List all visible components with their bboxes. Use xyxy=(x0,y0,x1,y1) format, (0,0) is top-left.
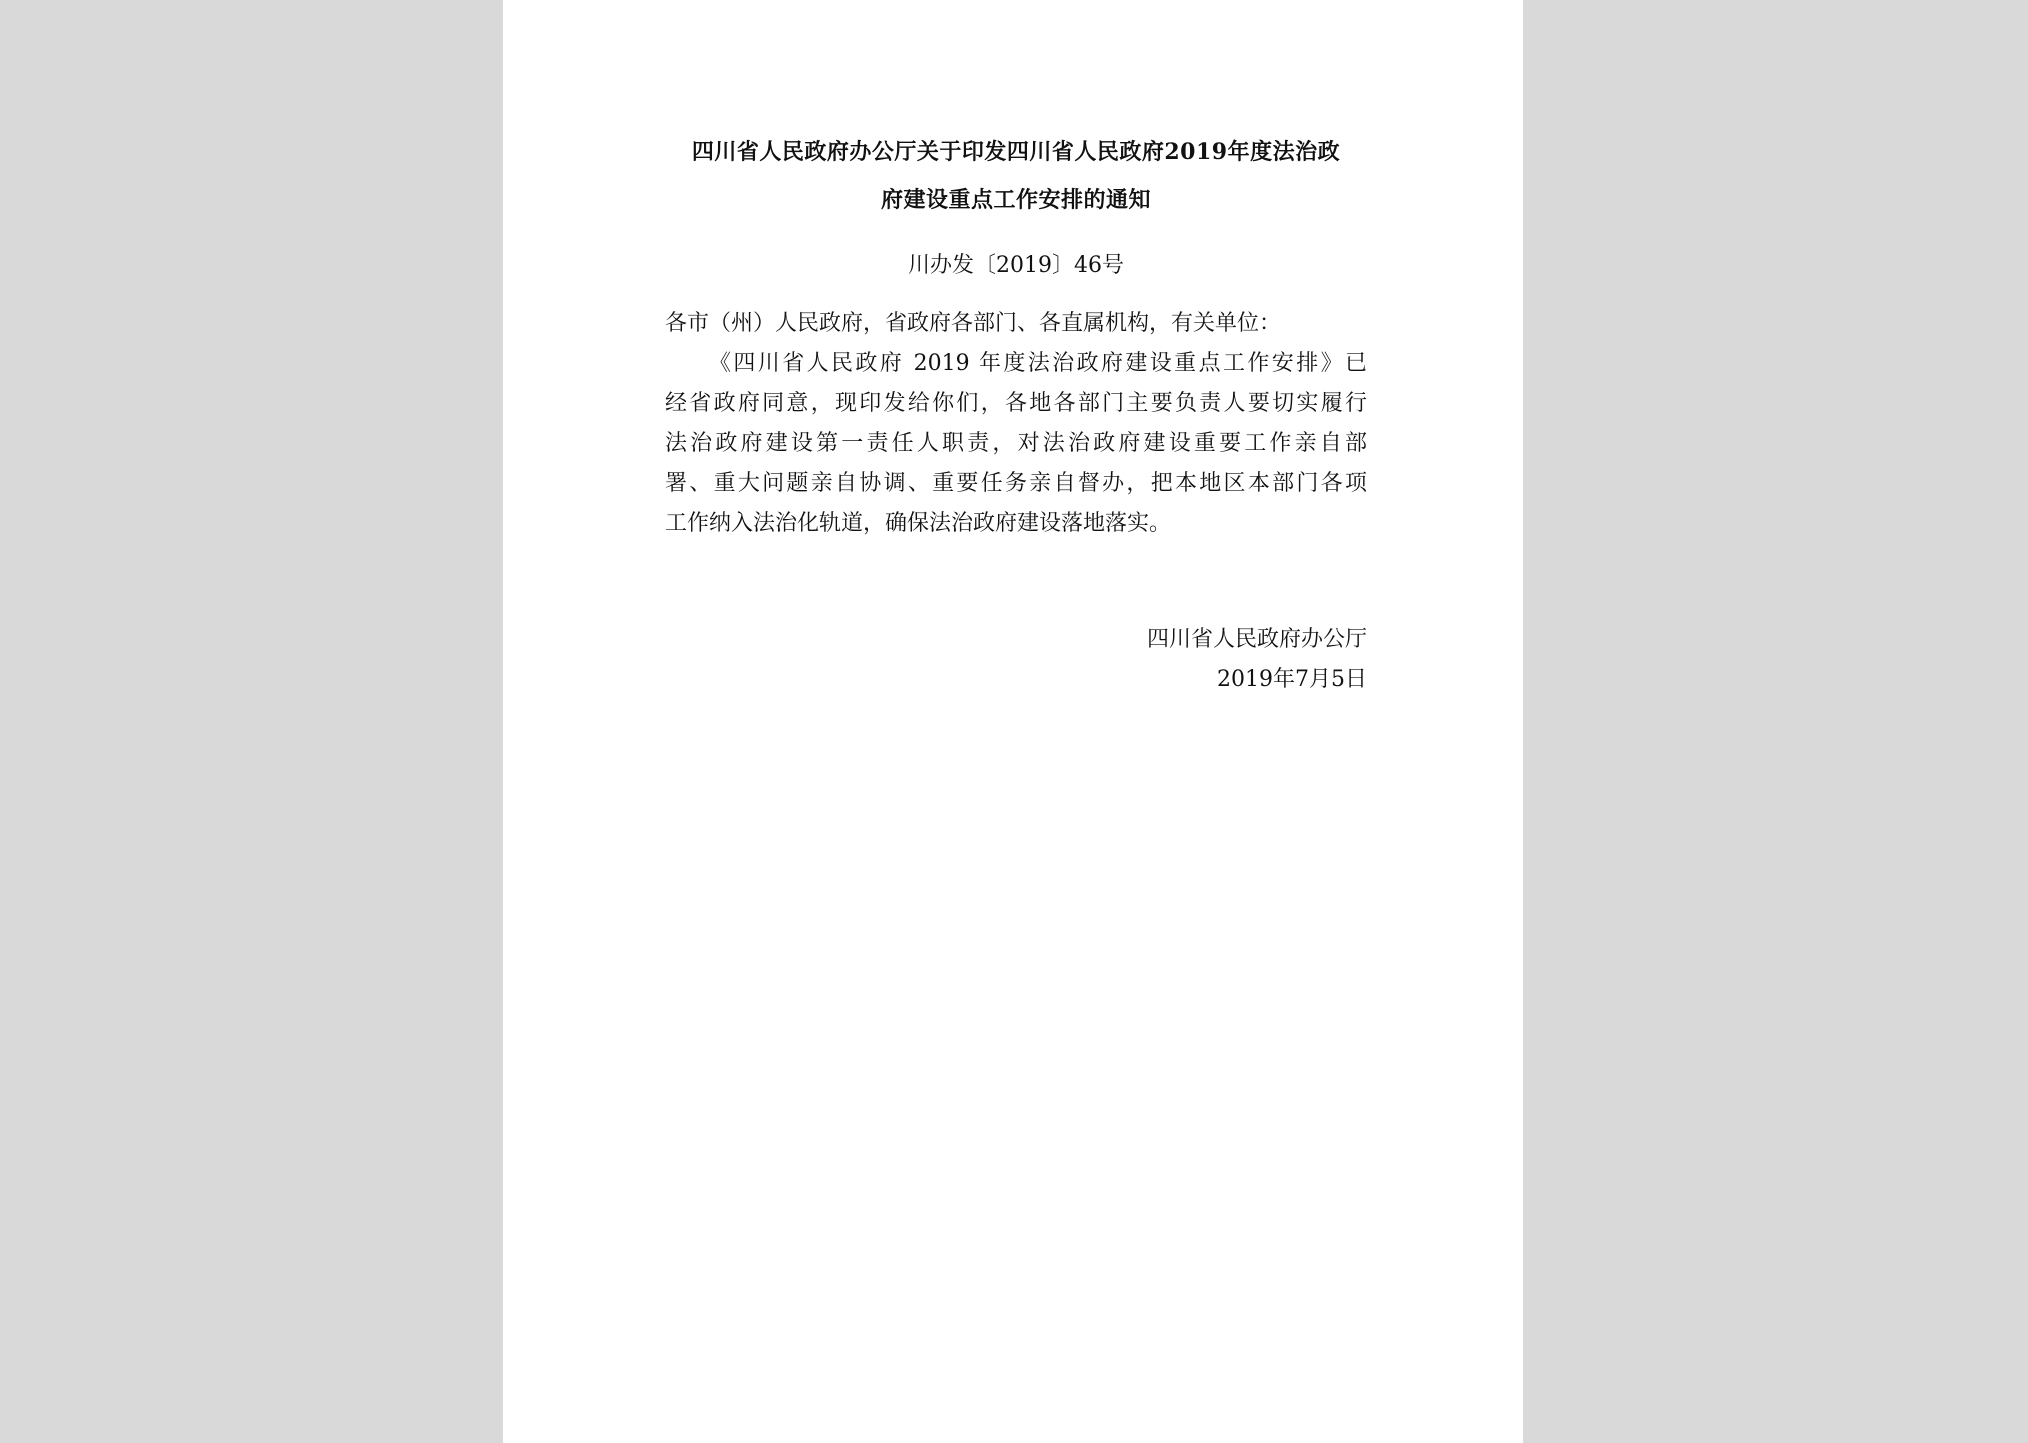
document-page xyxy=(503,0,1523,1443)
body-line-4: 署、重大问题亲自协调、重要任务亲自督办，把本地区本部门各项 xyxy=(665,471,1367,496)
body-line-2: 经省政府同意，现印发给你们，各地各部门主要负责人要切实履行 xyxy=(665,391,1367,416)
addressee-line: 各市（州）人民政府，省政府各部门、各直属机构，有关单位： xyxy=(665,311,1282,336)
body-line-5: 工作纳入法治化轨道，确保法治政府建设落地落实。 xyxy=(665,511,1172,536)
title-line-1: 四川省人民政府办公厅关于印发四川省人民政府2019年度法治政 xyxy=(691,139,1341,165)
body-line-1: 《四川省人民政府 2019 年度法治政府建设重点工作安排》已 xyxy=(709,351,1367,376)
issuer-name: 四川省人民政府办公厅 xyxy=(1146,627,1367,652)
body-paragraph xyxy=(665,344,1367,544)
signature-block xyxy=(1147,620,1367,700)
body-line-3: 法治政府建设第一责任人职责，对法治政府建设重要工作亲自部 xyxy=(665,431,1367,456)
document-number: 川办发〔2019〕46号 xyxy=(908,253,1124,278)
title-line-2: 府建设重点工作安排的通知 xyxy=(880,187,1151,213)
document-title xyxy=(665,128,1367,224)
issue-date: 2019年7月5日 xyxy=(1217,667,1367,692)
